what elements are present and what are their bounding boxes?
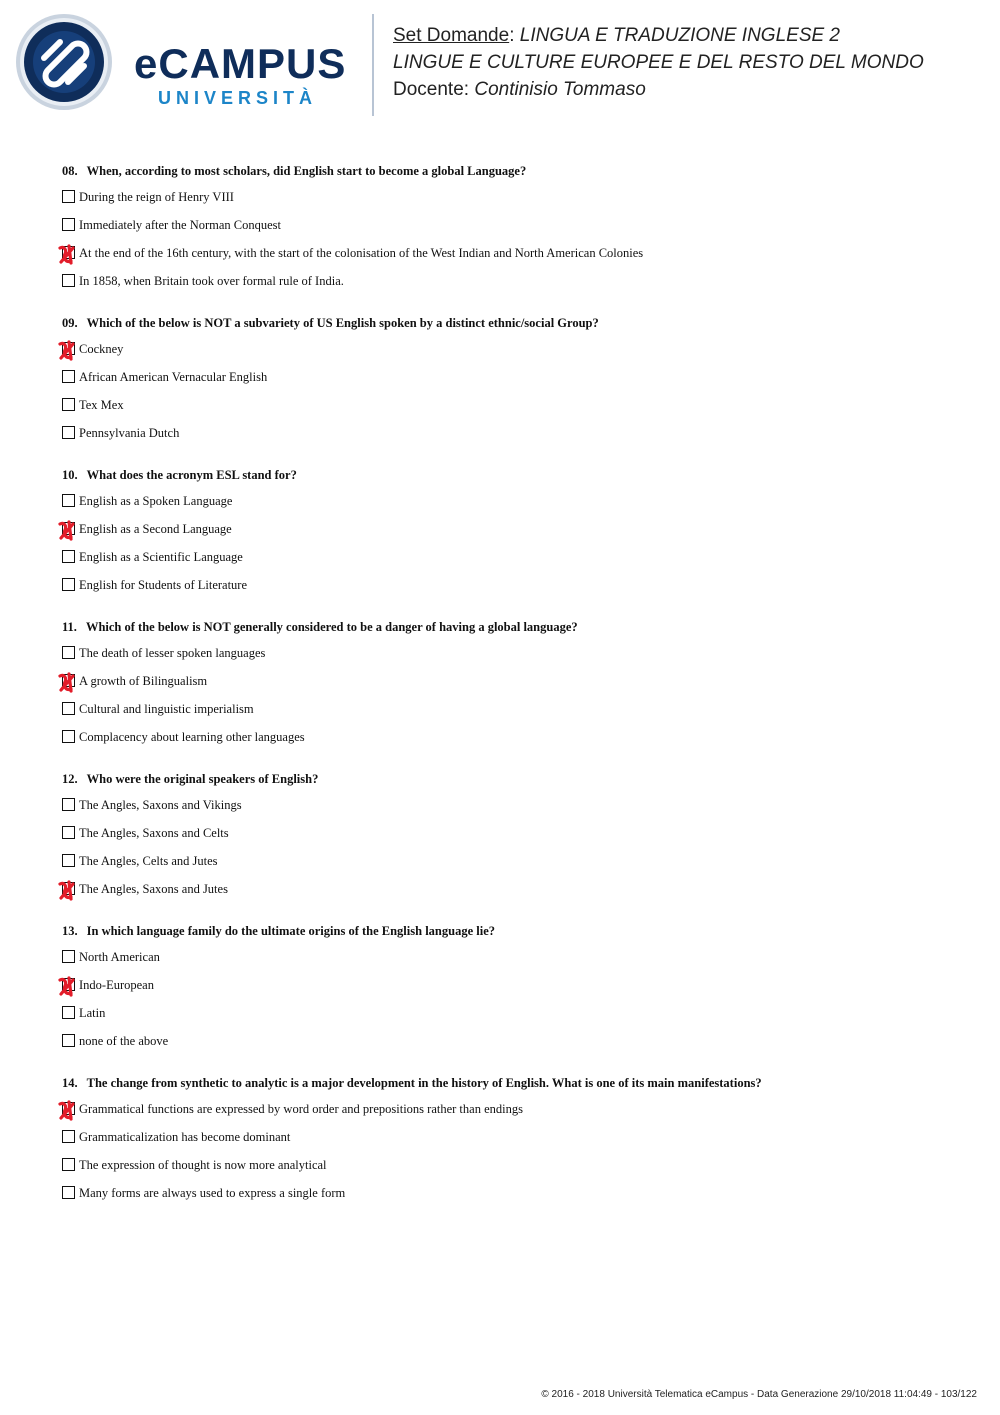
answer-checkbox[interactable] xyxy=(62,854,75,867)
answer-option[interactable] xyxy=(62,1101,962,1129)
answer-option[interactable] xyxy=(62,397,962,425)
question-list xyxy=(62,163,962,1227)
red-pen-mark-icon xyxy=(55,518,81,544)
answer-text: In 1858, when Britain took over formal rule of India. xyxy=(79,274,344,288)
question-number: 08. xyxy=(62,164,78,178)
answer-checkbox[interactable] xyxy=(62,1130,75,1143)
answer-option[interactable] xyxy=(62,273,962,301)
header-divider xyxy=(372,14,374,116)
answer-option[interactable] xyxy=(62,729,962,757)
answer-option[interactable] xyxy=(62,1129,962,1157)
question-title xyxy=(62,315,962,333)
answer-option[interactable] xyxy=(62,577,962,605)
answer-checkbox[interactable] xyxy=(62,1186,75,1199)
answer-option[interactable] xyxy=(62,341,962,369)
answer-text: Complacency about learning other languages xyxy=(79,730,305,744)
brand-name: eCAMPUS xyxy=(134,40,347,87)
answer-option[interactable] xyxy=(62,549,962,577)
brand-subtitle: UNIVERSITÀ xyxy=(158,88,318,108)
answer-text: none of the above xyxy=(79,1034,169,1048)
answer-checkbox[interactable] xyxy=(62,1102,75,1115)
question-block xyxy=(62,619,962,757)
docente-name: Continisio Tommaso xyxy=(474,79,646,100)
answer-text: English for Students of Literature xyxy=(79,578,248,592)
answer-checkbox[interactable] xyxy=(62,494,75,507)
red-pen-mark-icon xyxy=(55,242,81,268)
answer-checkbox[interactable] xyxy=(62,882,75,895)
answer-checkbox[interactable] xyxy=(62,826,75,839)
answer-option[interactable] xyxy=(62,949,962,977)
answer-text: The Angles, Celts and Jutes xyxy=(79,854,218,868)
answer-text: The expression of thought is now more analytical xyxy=(79,1158,327,1172)
answer-option[interactable] xyxy=(62,1157,962,1185)
answer-checkbox[interactable] xyxy=(62,218,75,231)
answer-option[interactable] xyxy=(62,797,962,825)
question-number: 09. xyxy=(62,316,78,330)
answer-text: The Angles, Saxons and Vikings xyxy=(79,798,242,812)
answer-text: Many forms are always used to express a single form xyxy=(79,1186,346,1200)
question-text: In which language family do the ultimate origins of the English language lie? xyxy=(86,924,495,938)
answer-checkbox[interactable] xyxy=(62,978,75,991)
set-label: Set Domande xyxy=(393,25,510,46)
answer-checkbox[interactable] xyxy=(62,1034,75,1047)
answer-text: A growth of Bilingualism xyxy=(79,674,208,688)
answer-checkbox[interactable] xyxy=(62,1006,75,1019)
answer-option[interactable] xyxy=(62,1033,962,1061)
answer-checkbox[interactable] xyxy=(62,274,75,287)
answer-text: English as a Spoken Language xyxy=(79,494,233,508)
question-block xyxy=(62,163,962,301)
answer-checkbox[interactable] xyxy=(62,370,75,383)
course-name: LINGUE E CULTURE EUROPEE E DEL RESTO DEL MONDO xyxy=(393,52,924,73)
answer-checkbox[interactable] xyxy=(62,190,75,203)
answer-option[interactable] xyxy=(62,1185,962,1213)
question-title xyxy=(62,163,962,181)
answer-option[interactable] xyxy=(62,645,962,673)
answer-text: English as a Second Language xyxy=(79,522,232,536)
question-number: 12. xyxy=(62,772,78,786)
docente-line: Docente: Continisio Tommaso xyxy=(393,79,646,100)
question-text: The change from synthetic to analytic is a major development in the history of English. What is one of its main manifestations? xyxy=(86,1076,762,1090)
question-text: Which of the below is NOT a subvariety of US English spoken by a distinct ethnic/social Group? xyxy=(86,316,599,330)
answer-option[interactable] xyxy=(62,853,962,881)
answer-option[interactable] xyxy=(62,189,962,217)
course-line xyxy=(393,49,924,76)
docente-label: Docente xyxy=(393,79,464,100)
answer-option[interactable] xyxy=(62,701,962,729)
university-seal-logo xyxy=(14,12,114,112)
answer-option[interactable] xyxy=(62,217,962,245)
question-number: 10. xyxy=(62,468,78,482)
answer-checkbox[interactable] xyxy=(62,398,75,411)
question-text: What does the acronym ESL stand for? xyxy=(86,468,297,482)
answer-option[interactable] xyxy=(62,673,962,701)
red-pen-mark-icon xyxy=(55,670,81,696)
answer-text: Pennsylvania Dutch xyxy=(79,426,180,440)
question-block xyxy=(62,1075,962,1213)
question-number: 14. xyxy=(62,1076,78,1090)
question-block xyxy=(62,467,962,605)
answer-checkbox[interactable] xyxy=(62,702,75,715)
answer-text: The Angles, Saxons and Celts xyxy=(79,826,229,840)
question-title xyxy=(62,467,962,485)
answer-text: Cultural and linguistic imperialism xyxy=(79,702,254,716)
question-text: Who were the original speakers of English? xyxy=(86,772,319,786)
brand-wordmark xyxy=(134,40,364,120)
page-header xyxy=(0,0,1000,130)
answer-option[interactable] xyxy=(62,881,962,909)
answer-text: Cockney xyxy=(79,342,124,356)
page-footer: © 2016 - 2018 Università Telematica eCampus - Data Generazione 29/10/2018 11:04:49 - 103/122 xyxy=(541,1389,977,1400)
question-text: When, according to most scholars, did English start to become a global Language? xyxy=(86,164,527,178)
answer-checkbox[interactable] xyxy=(62,246,75,259)
answer-checkbox[interactable] xyxy=(62,730,75,743)
answer-text: Grammaticalization has become dominant xyxy=(79,1130,291,1144)
red-pen-mark-icon xyxy=(55,1098,81,1124)
answer-checkbox[interactable] xyxy=(62,798,75,811)
answer-checkbox[interactable] xyxy=(62,578,75,591)
answer-text: African American Vernacular English xyxy=(79,370,268,384)
answer-checkbox[interactable] xyxy=(62,550,75,563)
question-text: Which of the below is NOT generally considered to be a danger of having a global language? xyxy=(85,620,578,634)
answer-option[interactable] xyxy=(62,825,962,853)
red-pen-mark-icon xyxy=(55,878,81,904)
question-number: 11. xyxy=(62,620,77,634)
answer-checkbox[interactable] xyxy=(62,342,75,355)
answer-checkbox[interactable] xyxy=(62,646,75,659)
answer-option[interactable] xyxy=(62,1005,962,1033)
answer-checkbox[interactable] xyxy=(62,1158,75,1171)
answer-checkbox[interactable] xyxy=(62,674,75,687)
answer-text: Immediately after the Norman Conquest xyxy=(79,218,282,232)
red-pen-mark-icon xyxy=(55,338,81,364)
answer-option[interactable] xyxy=(62,521,962,549)
question-title xyxy=(62,619,962,637)
answer-option[interactable] xyxy=(62,245,962,273)
answer-text: Grammatical functions are expressed by word order and prepositions rather than endings xyxy=(79,1102,523,1116)
answer-checkbox[interactable] xyxy=(62,950,75,963)
answer-option[interactable] xyxy=(62,369,962,397)
answer-text: Tex Mex xyxy=(79,398,124,412)
question-title xyxy=(62,771,962,789)
set-line: Set Domande: LINGUA E TRADUZIONE INGLESE 2 xyxy=(393,25,841,46)
answer-text: English as a Scientific Language xyxy=(79,550,243,564)
header-info xyxy=(393,22,924,103)
answer-text: North American xyxy=(79,950,160,964)
answer-option[interactable] xyxy=(62,493,962,521)
question-number: 13. xyxy=(62,924,78,938)
answer-checkbox[interactable] xyxy=(62,426,75,439)
question-block xyxy=(62,315,962,453)
question-block xyxy=(62,923,962,1061)
set-title: LINGUA E TRADUZIONE INGLESE 2 xyxy=(519,25,841,46)
answer-text: Indo-European xyxy=(79,978,154,992)
question-title xyxy=(62,1075,962,1093)
answer-text: At the end of the 16th century, with the start of the colonisation of the West Indian and North American Colonies xyxy=(79,246,644,260)
red-pen-mark-icon xyxy=(55,974,81,1000)
question-title xyxy=(62,923,962,941)
answer-text: The Angles, Saxons and Jutes xyxy=(79,882,228,896)
answer-option[interactable] xyxy=(62,977,962,1005)
answer-text: During the reign of Henry VIII xyxy=(79,190,234,204)
answer-option[interactable] xyxy=(62,425,962,453)
answer-checkbox[interactable] xyxy=(62,522,75,535)
answer-text: Latin xyxy=(79,1006,106,1020)
answer-text: The death of lesser spoken languages xyxy=(79,646,266,660)
question-block xyxy=(62,771,962,909)
